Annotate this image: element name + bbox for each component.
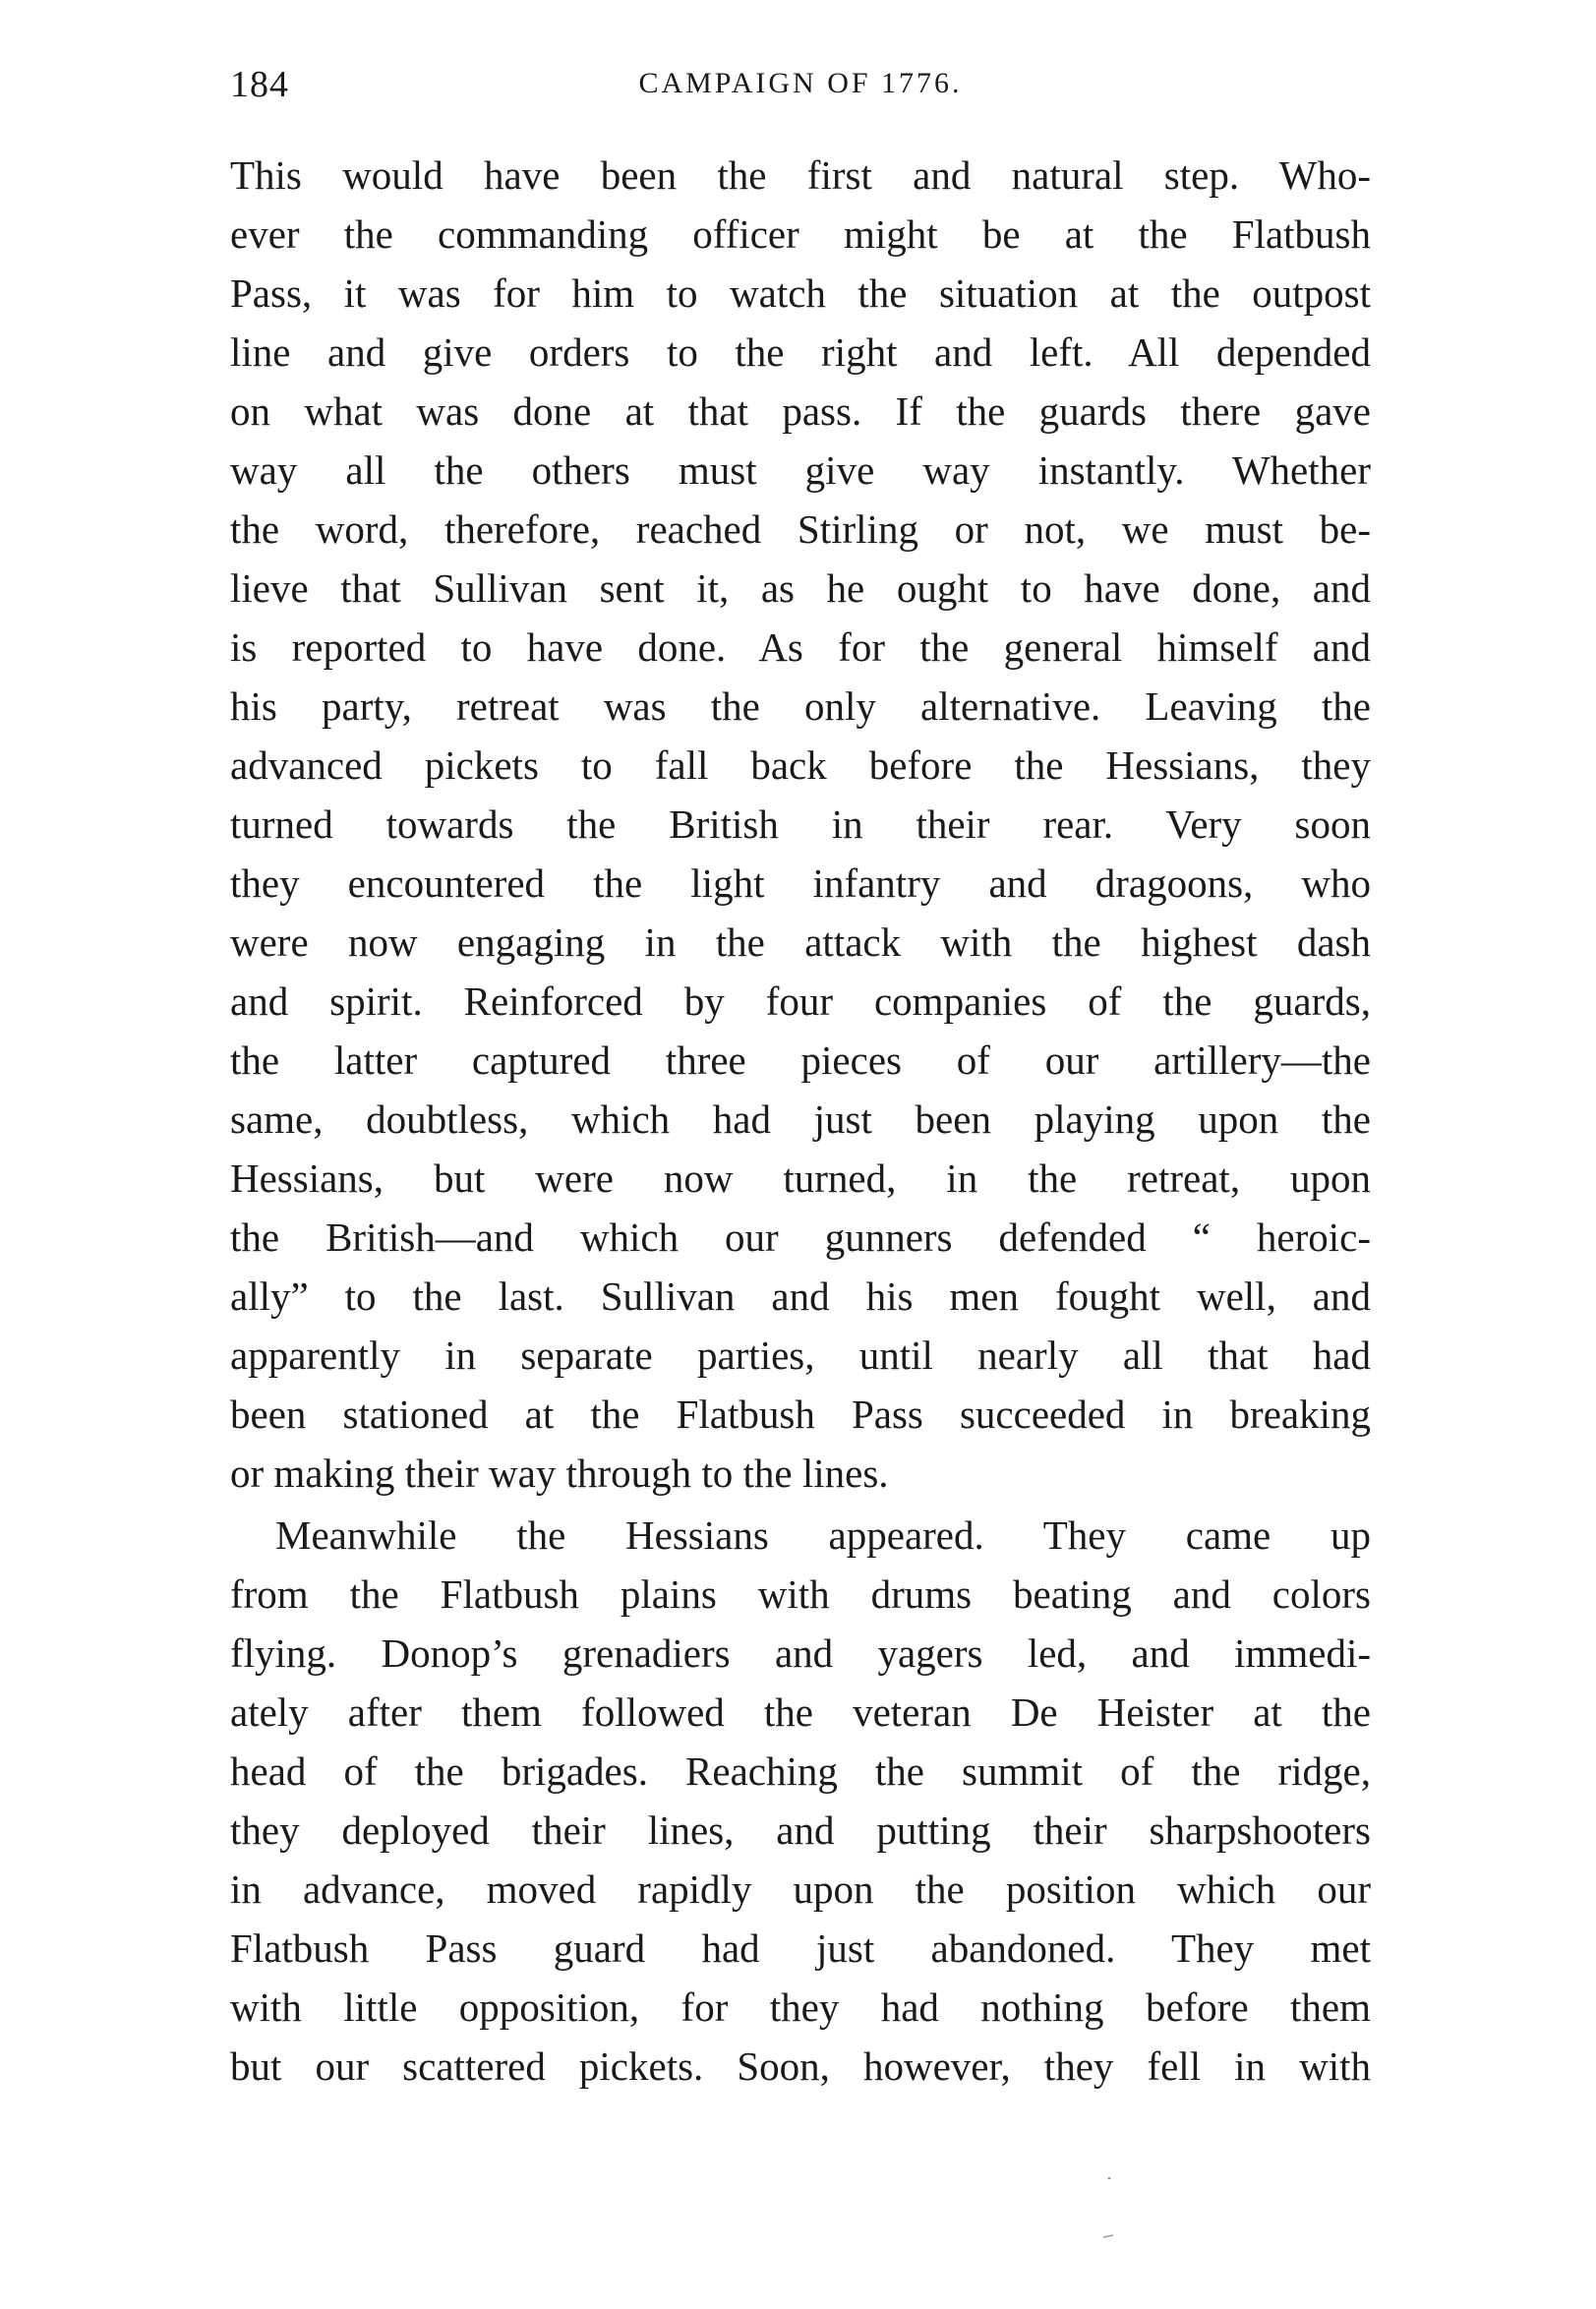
text-line: advanced pickets to fall back before the Hessians, they bbox=[230, 742, 1371, 788]
text-line: is reported to have done. As for the general himself and bbox=[230, 624, 1371, 670]
page-number: 184 bbox=[230, 64, 289, 105]
text-line: This would have been the first and natural step. Who- bbox=[230, 152, 1371, 198]
text-line: from the Flatbush plains with drums beating and colors bbox=[230, 1571, 1371, 1617]
text-line: flying. Donop’s grenadiers and yagers led, and immedi- bbox=[230, 1630, 1371, 1676]
text-line: with little opposition, for they had nothing before them bbox=[230, 1984, 1371, 2030]
body-text bbox=[230, 146, 1371, 2096]
text-line: head of the brigades. Reaching the summit of the ridge, bbox=[230, 1748, 1371, 1794]
text-line: they encountered the light infantry and dragoons, who bbox=[230, 860, 1371, 906]
text-line: apparently in separate parties, until nearly all that had bbox=[230, 1332, 1371, 1378]
text-line: way all the others must give way instantly. Whether bbox=[230, 447, 1371, 493]
running-head bbox=[230, 63, 1371, 118]
text-line: Flatbush Pass guard had just abandoned. They met bbox=[230, 1925, 1371, 1971]
text-line: and spirit. Reinforced by four companies of the guards, bbox=[230, 978, 1371, 1024]
text-line: lieve that Sullivan sent it, as he ought to have done, and bbox=[230, 565, 1371, 611]
text-line: the latter captured three pieces of our artillery—the bbox=[230, 1037, 1371, 1083]
text-line: Pass, it was for him to watch the situation at the outpost bbox=[230, 270, 1371, 316]
paragraph-2 bbox=[230, 1506, 1371, 2096]
text-line: turned towards the British in their rear. Very soon bbox=[230, 801, 1371, 847]
text-line: Hessians, but were now turned, in the retreat, upon bbox=[230, 1155, 1371, 1201]
paragraph-1 bbox=[230, 146, 1371, 1503]
text-line: ally” to the last. Sullivan and his men fought well, and bbox=[230, 1273, 1371, 1319]
text-line: but our scattered pickets. Soon, however, they fell in with bbox=[230, 2043, 1371, 2089]
text-line: Meanwhile the Hessians appeared. They came up bbox=[275, 1512, 1371, 1558]
text-line: his party, retreat was the only alternative. Leaving the bbox=[230, 683, 1371, 729]
text-line: in advance, moved rapidly upon the position which our bbox=[230, 1866, 1371, 1912]
text-line: or making their way through to the lines. bbox=[230, 1451, 889, 1496]
text-line: were now engaging in the attack with the highest dash bbox=[230, 919, 1371, 965]
text-line: ever the commanding officer might be at the Flatbush bbox=[230, 211, 1371, 257]
text-line: ately after them followed the veteran De Heister at the bbox=[230, 1689, 1371, 1735]
text-line: line and give orders to the right and left. All depended bbox=[230, 329, 1371, 375]
text-line: the British—and which our gunners defended “ heroic- bbox=[230, 1214, 1371, 1260]
text-line: same, doubtless, which had just been playing upon the bbox=[230, 1096, 1371, 1142]
text-line: they deployed their lines, and putting their sharpshooters bbox=[230, 1807, 1371, 1853]
running-title: CAMPAIGN OF 1776. bbox=[638, 67, 963, 99]
text-line: been stationed at the Flatbush Pass succeeded in breaking bbox=[230, 1391, 1371, 1437]
text-line: the word, therefore, reached Stirling or not, we must be- bbox=[230, 506, 1371, 552]
paper-specks bbox=[1092, 2168, 1131, 2267]
text-line: on what was done at that pass. If the guards there gave bbox=[230, 388, 1371, 434]
